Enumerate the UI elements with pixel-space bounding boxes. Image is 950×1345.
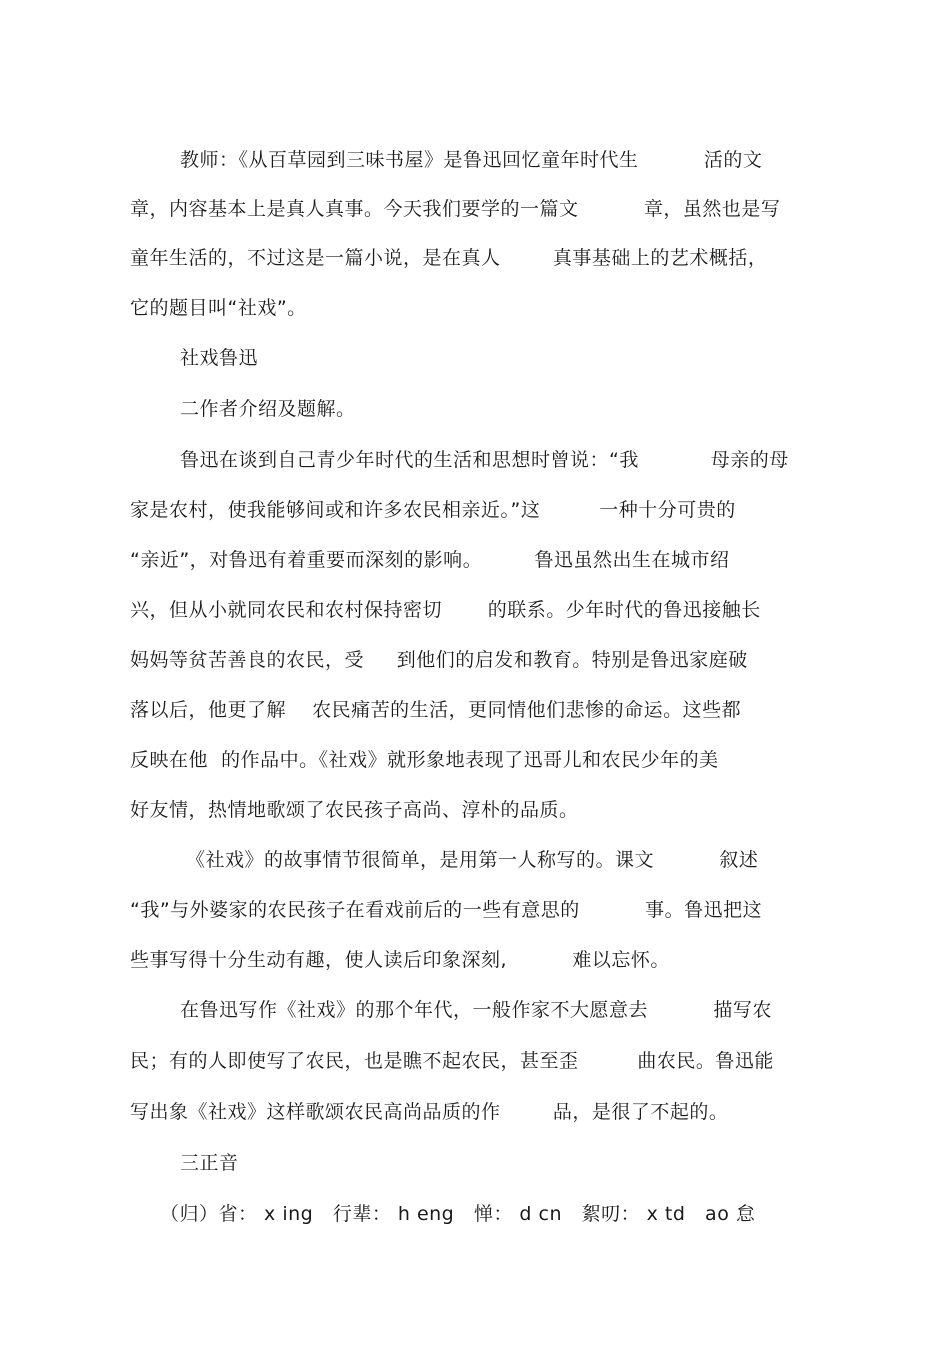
- text-line-8: 家是农村，使我能够间或和许多农民相亲近。”这 一种十分可贵的: [130, 499, 736, 521]
- section-title: 社戏鲁迅: [180, 347, 259, 369]
- text-line-1: 教师：《从百草园到三味书屋》是鲁迅回忆童年时代生 活的文: [180, 149, 763, 171]
- text-line-16: “我”与外婆家的农民孩子在看戏前后的一些有意思的 事。鲁迅把这: [130, 899, 763, 921]
- section-heading-pronunciation: 三正音: [180, 1152, 239, 1174]
- text-line-13: 反映在他 的作品中。《社戏》就形象地表现了迅哥儿和农民少年的美: [130, 749, 719, 771]
- text-line-2: 章，内容基本上是真人真事。今天我们要学的一篇文 章，虽然也是写: [130, 198, 781, 220]
- text-line-7: 鲁迅在谈到自己青少年时代的生活和思想时曾说：“我 母亲的母: [180, 449, 789, 471]
- text-line-18: 在鲁迅写作《社戏》的那个年代，一般作家不大愿意去 描写农: [180, 999, 772, 1021]
- section-heading-author: 二作者介绍及题解。: [180, 398, 356, 420]
- text-line-15: 《社戏》的故事情节很简单，是用第一人称写的。课文 叙述: [186, 849, 759, 871]
- text-line-19: 民；有的人即使写了农民，也是瞧不起农民，甚至歪 曲农民。鲁迅能: [130, 1050, 774, 1072]
- text-line-11: 妈妈等贫苦善良的农民，受 到他们的启发和教育。特别是鲁迅家庭破: [130, 649, 748, 671]
- text-line-4: 它的题目叫“社戏”。: [130, 297, 307, 319]
- text-line-9: “亲近”，对鲁迅有着重要而深刻的影响。 鲁迅虽然出生在城市绍: [130, 549, 730, 571]
- text-line-3: 童年生活的，不过这是一篇小说，是在真人 真事基础上的艺术概括，: [130, 247, 768, 269]
- text-line-20: 写出象《社戏》这样歌颂农民高尚品质的作 品，是很了不起的。: [130, 1101, 729, 1123]
- pronunciation-line: （归）省： x ing 行辈： h eng 惮： d cn 絮叨： x td ao 怠: [160, 1203, 756, 1225]
- text-line-17: 些事写得十分生动有趣，使人读后印象深刻, 难以忘怀。: [130, 949, 670, 971]
- text-line-10: 兴，但从小就同农民和农村保持密切 的联系。少年时代的鲁迅接触长: [130, 599, 761, 621]
- text-line-14: 好友情，热情地歌颂了农民孩子高尚、淳朴的品质。: [130, 799, 579, 821]
- text-line-12: 落以后，他更了解 农民痛苦的生活，更同情他们悲惨的命运。这些都: [130, 699, 742, 721]
